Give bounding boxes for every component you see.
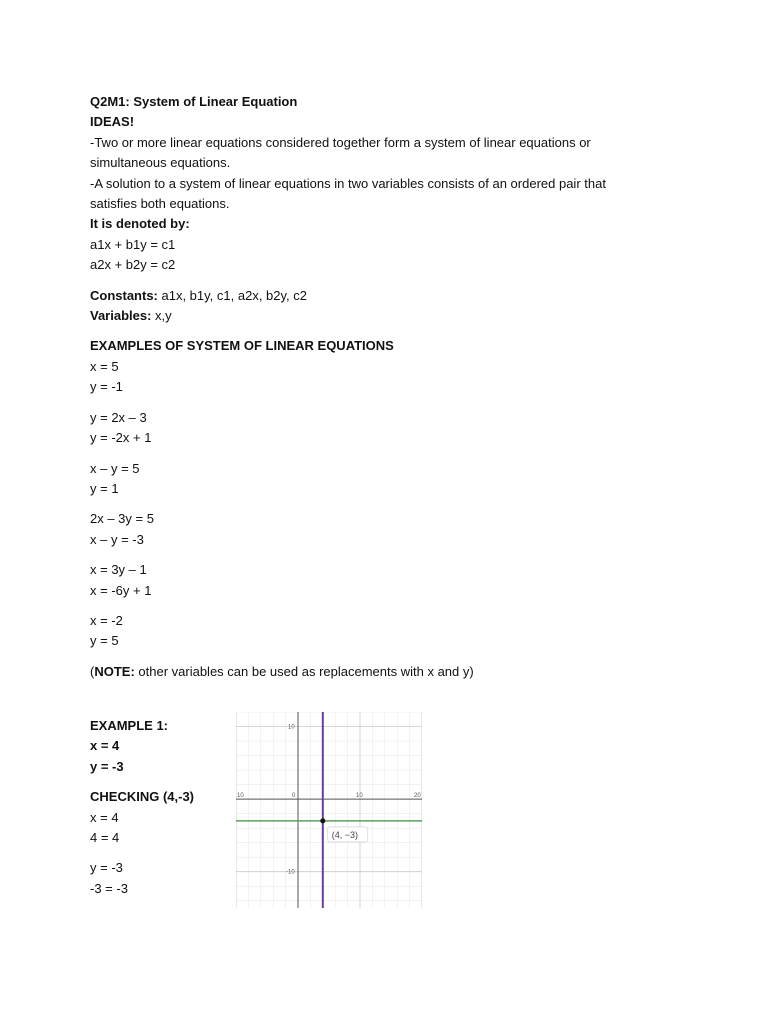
check-1-line-1: x = 4 xyxy=(90,809,119,825)
example-system-5-eq-1: x = 3y – 1 xyxy=(90,562,147,578)
x-tick-20: 20 xyxy=(414,793,421,800)
example-system-1-eq-1: x = 5 xyxy=(90,358,119,374)
checking-heading: CHECKING (4,-3) xyxy=(90,789,195,805)
examples-heading: EXAMPLES OF SYSTEM OF LINEAR EQUATIONS xyxy=(90,338,394,354)
solution-graph xyxy=(236,712,422,908)
check-1-line-2: 4 = 4 xyxy=(90,830,120,846)
example-system-4-eq-2: x – y = -3 xyxy=(90,531,144,547)
example-system-1-eq-2: y = -1 xyxy=(90,379,123,395)
solution-point xyxy=(320,818,325,823)
example-system-4-eq-1: 2x – 3y = 5 xyxy=(90,511,154,527)
y-tick-10: 10 xyxy=(288,724,295,731)
page-title: Q2M1: System of Linear Equation xyxy=(90,94,298,109)
example-system-6-eq-2: y = 5 xyxy=(90,633,119,649)
example-1-eq-2: y = -3 xyxy=(90,758,124,774)
denoted-equation-1: a1x + b1y = c1 xyxy=(90,236,176,252)
x-tick-0: 0 xyxy=(292,793,296,800)
x-tick-neg10: 10 xyxy=(237,793,244,800)
denoted-equation-2: a2x + b2y = c2 xyxy=(90,257,176,273)
constants-line: Constants: a1x, b1y, c1, a2x, b2y, c2 xyxy=(90,287,307,303)
graph-canvas xyxy=(236,712,422,908)
example-system-2-eq-1: y = 2x – 3 xyxy=(90,409,147,425)
example-system-2-eq-2: y = -2x + 1 xyxy=(90,430,152,446)
example-system-3-eq-2: y = 1 xyxy=(90,480,119,496)
minor-gridlines xyxy=(236,712,422,908)
idea-1-line-2: simultaneous equations. xyxy=(90,155,231,171)
idea-1-line-1: -Two or more linear equations considered together form a system of linear equations or xyxy=(90,134,591,150)
point-label: (4, −3) xyxy=(331,829,359,840)
example-1-eq-1: x = 4 xyxy=(90,738,120,754)
y-tick-neg10: -10 xyxy=(286,869,295,876)
check-2-line-2: -3 = -3 xyxy=(90,880,128,896)
ideas-heading: IDEAS! xyxy=(90,114,135,130)
x-tick-10: 10 xyxy=(356,793,363,800)
example-system-6-eq-1: x = -2 xyxy=(90,612,123,628)
note-line: (NOTE: other variables can be used as replacements with x and y) xyxy=(90,663,474,679)
major-gridlines xyxy=(236,712,422,908)
example-1-heading: EXAMPLE 1: xyxy=(90,718,169,733)
example-system-5-eq-2: x = -6y + 1 xyxy=(90,582,152,598)
example-system-3-eq-1: x – y = 5 xyxy=(90,460,140,476)
example-1-section xyxy=(90,716,230,899)
denoted-heading: It is denoted by: xyxy=(90,216,190,232)
variables-line: Variables: x,y xyxy=(90,308,172,324)
idea-2-line-1: -A solution to a system of linear equations in two variables consists of an ordered pair that xyxy=(90,175,606,191)
idea-2-line-2: satisfies both equations. xyxy=(90,196,230,212)
document-body xyxy=(90,92,690,682)
check-2-line-1: y = -3 xyxy=(90,860,123,876)
